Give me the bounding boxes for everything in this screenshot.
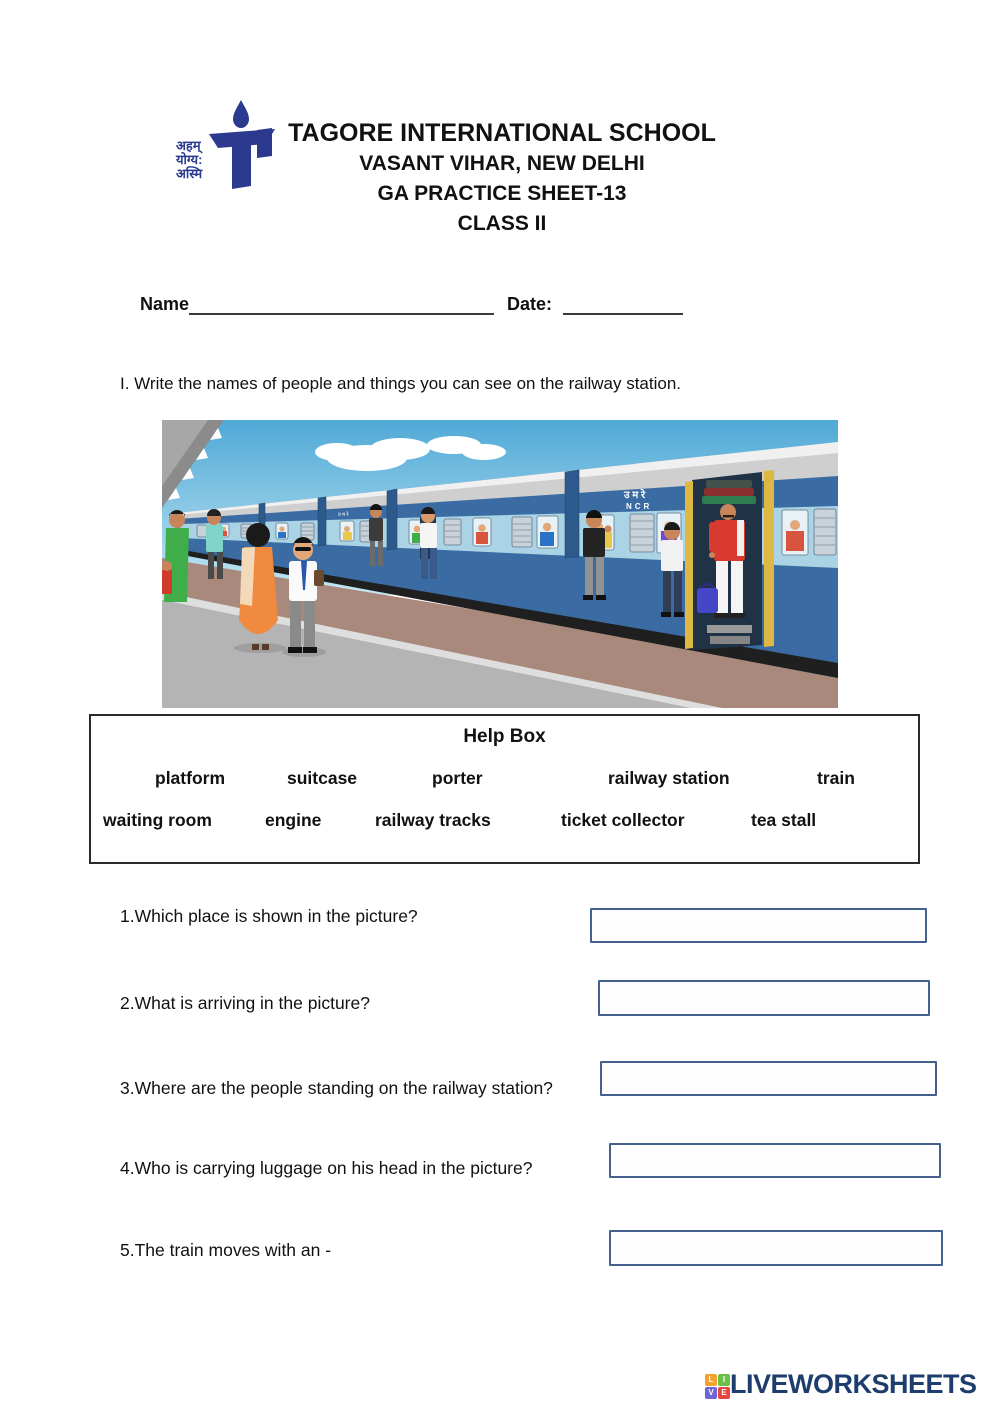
- help-word: suitcase: [287, 768, 358, 788]
- name-label: Name: [140, 294, 190, 314]
- logo-tile: E: [718, 1387, 730, 1399]
- answer-input-4[interactable]: [609, 1143, 941, 1178]
- logo-tile: L: [705, 1374, 717, 1386]
- school-name: TAGORE INTERNATIONAL SCHOOL: [288, 119, 716, 147]
- answer-input-5[interactable]: [609, 1230, 943, 1266]
- help-word: waiting room: [103, 810, 212, 830]
- railway-station-picture: [162, 420, 838, 708]
- question-label: 2.What is arriving in the picture?: [120, 993, 370, 1013]
- sheet-title: GA PRACTICE SHEET-13: [377, 182, 627, 205]
- answer-input-1[interactable]: [590, 908, 927, 943]
- question-label: 3.Where are the people standing on the railway station?: [120, 1078, 553, 1098]
- logo-tile: V: [705, 1387, 717, 1399]
- question-label: 4.Who is carrying luggage on his head in the picture?: [120, 1158, 533, 1178]
- school-address: VASANT VIHAR, NEW DELHI: [359, 152, 645, 175]
- logo-motto-line: अस्मि: [176, 166, 203, 181]
- help-word: train: [817, 768, 855, 788]
- question-label: 5.The train moves with an -: [120, 1240, 332, 1260]
- liveworksheets-logo-icon[interactable]: [705, 1374, 730, 1400]
- logo-tile: I: [718, 1374, 730, 1386]
- date-label: Date:: [507, 294, 553, 314]
- coach-text-small: उ म रे: [338, 512, 349, 518]
- answer-input-2[interactable]: [598, 980, 930, 1016]
- help-box: [89, 714, 920, 864]
- help-word: engine: [265, 810, 322, 830]
- logo-motto-line: अहम्: [176, 138, 201, 153]
- liveworksheets-wordmark[interactable]: LIVEWORKSHEETS: [730, 1369, 977, 1399]
- name-blank-line[interactable]: [189, 295, 494, 315]
- help-word: porter: [432, 768, 483, 788]
- help-word: railway tracks: [375, 810, 491, 830]
- date-blank-line[interactable]: [563, 295, 683, 315]
- help-box-title: Help Box: [463, 726, 546, 747]
- worksheet-header: [240, 118, 764, 239]
- name-date-row: [140, 294, 860, 315]
- help-word: ticket collector: [561, 810, 685, 830]
- railway-scene: [162, 420, 838, 708]
- answer-input-3[interactable]: [600, 1061, 937, 1096]
- help-word: platform: [155, 768, 225, 788]
- coach-text-ncr: NCR: [626, 502, 653, 511]
- question-label: 1.Which place is shown in the picture?: [120, 906, 418, 926]
- help-word: railway station: [608, 768, 730, 788]
- section-instruction: I. Write the names of people and things you can see on the railway station.: [120, 374, 682, 393]
- help-word: tea stall: [751, 810, 817, 830]
- coach-text-hindi: उ म रे: [624, 490, 646, 501]
- class-line: CLASS II: [457, 212, 547, 235]
- logo-motto-line: योग्य:: [176, 152, 203, 167]
